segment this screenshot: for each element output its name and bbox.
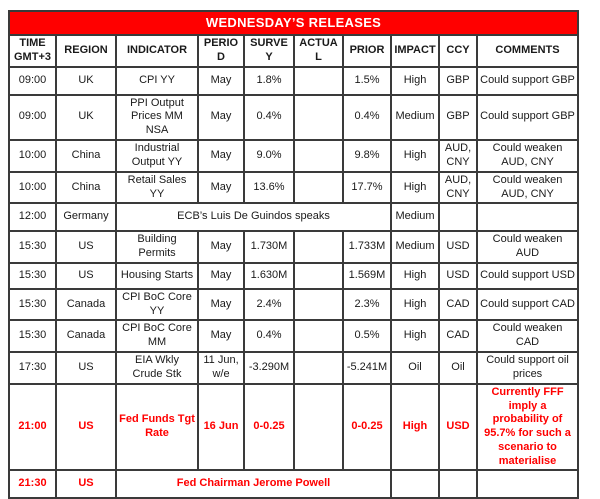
table-row-highlighted xyxy=(9,384,578,471)
indicator-cell: Fed Funds Tgt Rate xyxy=(116,384,198,471)
time-cell: 09:00 xyxy=(9,95,56,140)
region-cell: US xyxy=(56,352,116,384)
col-header-indicator: INDICATOR xyxy=(116,35,198,67)
col-header-actual: ACTUAL xyxy=(294,35,343,67)
indicator-cell: PPI Output Prices MM NSA xyxy=(116,95,198,140)
period-cell: May xyxy=(198,95,244,140)
period-cell: May xyxy=(198,140,244,172)
survey-cell: 0.4% xyxy=(244,95,294,140)
comments-cell: Could support GBP xyxy=(477,95,578,140)
title-row xyxy=(9,11,578,35)
impact-cell: High xyxy=(391,67,439,95)
table-row xyxy=(9,289,578,321)
survey-cell: 9.0% xyxy=(244,140,294,172)
comments-cell xyxy=(477,203,578,231)
survey-cell: 1.730M xyxy=(244,231,294,263)
survey-cell: -3.290M xyxy=(244,352,294,384)
prior-cell: 0.4% xyxy=(343,95,391,140)
impact-cell: High xyxy=(391,320,439,352)
col-header-comments: COMMENTS xyxy=(477,35,578,67)
prior-cell: 1.733M xyxy=(343,231,391,263)
region-cell: China xyxy=(56,172,116,204)
impact-cell: Medium xyxy=(391,203,439,231)
table-row xyxy=(9,231,578,263)
period-cell: 11 Jun, w/e xyxy=(198,352,244,384)
table-title: WEDNESDAY’S RELEASES xyxy=(9,11,578,35)
table-row xyxy=(9,172,578,204)
table-row xyxy=(9,352,578,384)
ccy-cell: GBP xyxy=(439,67,477,95)
ccy-cell: GBP xyxy=(439,95,477,140)
ccy-cell xyxy=(439,470,477,498)
col-header-period: PERIOD xyxy=(198,35,244,67)
region-cell: US xyxy=(56,263,116,289)
time-cell: 15:30 xyxy=(9,289,56,321)
actual-cell xyxy=(294,67,343,95)
col-header-ccy: CCY xyxy=(439,35,477,67)
table-row xyxy=(9,320,578,352)
col-header-survey: SURVEY xyxy=(244,35,294,67)
prior-cell: -5.241M xyxy=(343,352,391,384)
ccy-cell: CAD xyxy=(439,289,477,321)
time-cell: 15:30 xyxy=(9,263,56,289)
time-cell: 12:00 xyxy=(9,203,56,231)
region-cell: Canada xyxy=(56,320,116,352)
survey-cell: 13.6% xyxy=(244,172,294,204)
actual-cell xyxy=(294,289,343,321)
ccy-cell: AUD, CNY xyxy=(439,172,477,204)
comments-cell: Could support GBP xyxy=(477,67,578,95)
impact-cell: High xyxy=(391,172,439,204)
impact-cell: Medium xyxy=(391,95,439,140)
indicator-cell: CPI YY xyxy=(116,67,198,95)
actual-cell xyxy=(294,172,343,204)
impact-cell: High xyxy=(391,263,439,289)
prior-cell: 0-0.25 xyxy=(343,384,391,471)
period-cell: May xyxy=(198,289,244,321)
impact-cell: High xyxy=(391,384,439,471)
actual-cell xyxy=(294,320,343,352)
actual-cell xyxy=(294,95,343,140)
time-cell: 21:30 xyxy=(9,470,56,498)
actual-cell xyxy=(294,263,343,289)
prior-cell: 0.5% xyxy=(343,320,391,352)
region-cell: US xyxy=(56,470,116,498)
time-cell: 17:30 xyxy=(9,352,56,384)
region-cell: US xyxy=(56,384,116,471)
comments-cell: Currently FFF imply a probability of 95.7% for such a scenario to materialise xyxy=(477,384,578,471)
impact-cell: High xyxy=(391,140,439,172)
actual-cell xyxy=(294,352,343,384)
ccy-cell: CAD xyxy=(439,320,477,352)
comments-cell: Could weaken AUD xyxy=(477,231,578,263)
releases-table xyxy=(8,10,579,499)
indicator-cell: Building Permits xyxy=(116,231,198,263)
period-cell: May xyxy=(198,263,244,289)
actual-cell xyxy=(294,231,343,263)
survey-cell: 0-0.25 xyxy=(244,384,294,471)
indicator-cell: EIA Wkly Crude Stk xyxy=(116,352,198,384)
ccy-cell xyxy=(439,203,477,231)
table-row-highlighted-event xyxy=(9,470,578,498)
table-row xyxy=(9,140,578,172)
ccy-cell: AUD, CNY xyxy=(439,140,477,172)
region-cell: UK xyxy=(56,95,116,140)
prior-cell: 2.3% xyxy=(343,289,391,321)
event-cell: ECB’s Luis De Guindos speaks xyxy=(116,203,391,231)
ccy-cell: USD xyxy=(439,263,477,289)
region-cell: US xyxy=(56,231,116,263)
time-cell: 10:00 xyxy=(9,172,56,204)
table-row xyxy=(9,263,578,289)
indicator-cell: Housing Starts xyxy=(116,263,198,289)
comments-cell: Could support CAD xyxy=(477,289,578,321)
indicator-cell: CPI BoC Core MM xyxy=(116,320,198,352)
ccy-cell: USD xyxy=(439,231,477,263)
comments-cell xyxy=(477,470,578,498)
actual-cell xyxy=(294,140,343,172)
region-cell: Canada xyxy=(56,289,116,321)
period-cell: May xyxy=(198,67,244,95)
comments-cell: Could support USD xyxy=(477,263,578,289)
region-cell: China xyxy=(56,140,116,172)
period-cell: 16 Jun xyxy=(198,384,244,471)
time-cell: 15:30 xyxy=(9,320,56,352)
indicator-cell: Industrial Output YY xyxy=(116,140,198,172)
time-cell: 09:00 xyxy=(9,67,56,95)
impact-cell: High xyxy=(391,289,439,321)
prior-cell: 1.569M xyxy=(343,263,391,289)
comments-cell: Could weaken CAD xyxy=(477,320,578,352)
col-header-region: REGION xyxy=(56,35,116,67)
comments-cell: Could weaken AUD, CNY xyxy=(477,140,578,172)
comments-cell: Could support oil prices xyxy=(477,352,578,384)
table-row xyxy=(9,67,578,95)
comments-cell: Could weaken AUD, CNY xyxy=(477,172,578,204)
time-cell: 15:30 xyxy=(9,231,56,263)
impact-cell: Oil xyxy=(391,352,439,384)
ccy-cell: USD xyxy=(439,384,477,471)
time-cell: 21:00 xyxy=(9,384,56,471)
survey-cell: 1.8% xyxy=(244,67,294,95)
period-cell: May xyxy=(198,172,244,204)
actual-cell xyxy=(294,384,343,471)
period-cell: May xyxy=(198,231,244,263)
col-header-impact: IMPACT xyxy=(391,35,439,67)
survey-cell: 0.4% xyxy=(244,320,294,352)
prior-cell: 1.5% xyxy=(343,67,391,95)
region-cell: UK xyxy=(56,67,116,95)
impact-cell: Medium xyxy=(391,231,439,263)
event-cell: Fed Chairman Jerome Powell xyxy=(116,470,391,498)
time-cell: 10:00 xyxy=(9,140,56,172)
survey-cell: 1.630M xyxy=(244,263,294,289)
table-row-event xyxy=(9,203,578,231)
region-cell: Germany xyxy=(56,203,116,231)
col-header-time: TIME GMT+3 xyxy=(9,35,56,67)
prior-cell: 17.7% xyxy=(343,172,391,204)
header-row xyxy=(9,35,578,67)
ccy-cell: Oil xyxy=(439,352,477,384)
indicator-cell: Retail Sales YY xyxy=(116,172,198,204)
survey-cell: 2.4% xyxy=(244,289,294,321)
prior-cell: 9.8% xyxy=(343,140,391,172)
impact-cell xyxy=(391,470,439,498)
table-row xyxy=(9,95,578,140)
indicator-cell: CPI BoC Core YY xyxy=(116,289,198,321)
col-header-prior: PRIOR xyxy=(343,35,391,67)
period-cell: May xyxy=(198,320,244,352)
